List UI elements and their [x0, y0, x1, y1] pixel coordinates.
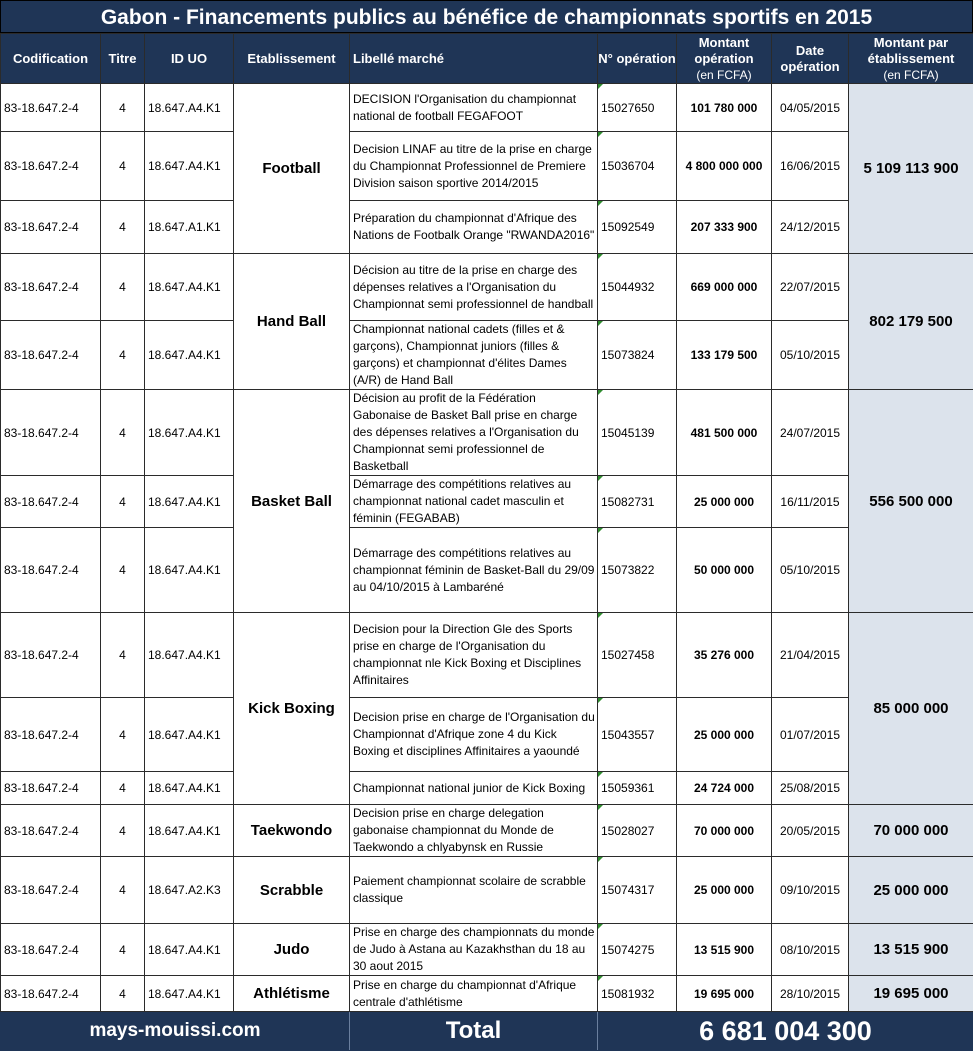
- header-id-uo: ID UO: [145, 34, 234, 84]
- libelle-cell: Préparation du championnat d'Afrique des Nations de Footbalk Orange "RWANDA2016": [350, 201, 598, 254]
- table-row: [1, 528, 973, 613]
- comment-marker-icon: [598, 698, 603, 703]
- comment-marker-icon: [598, 772, 603, 777]
- titre-cell: 4: [101, 924, 145, 976]
- comment-marker-icon: [598, 528, 603, 533]
- libelle-cell: Decision prise en charge de l'Organisation du Championnat d'Afrique zone 4 du Kick Boxing et disciplines Affinitaires a yaoundé: [350, 698, 598, 772]
- operation-cell: [598, 476, 677, 528]
- comment-marker-icon: [598, 390, 603, 395]
- titre-cell: 4: [101, 201, 145, 254]
- date-cell: 24/07/2015: [772, 390, 849, 476]
- id-uo-cell: 18.647.A2.K3: [145, 857, 234, 924]
- etablissement-total-cell: 5 109 113 900: [849, 84, 973, 254]
- codification-cell: 83-18.647.2-4: [1, 613, 101, 698]
- id-uo-cell: 18.647.A4.K1: [145, 528, 234, 613]
- codification-cell: 83-18.647.2-4: [1, 476, 101, 528]
- operation-cell: [598, 924, 677, 976]
- codification-cell: 83-18.647.2-4: [1, 857, 101, 924]
- titre-cell: 4: [101, 390, 145, 476]
- table-row: [1, 613, 973, 698]
- libelle-cell: Championnat national cadets (filles et & garçons), Championnat juniors (filles & garçons) et championnat d'élites Dames (A/R) de Hand Ball: [350, 321, 598, 390]
- titre-cell: 4: [101, 528, 145, 613]
- titre-cell: 4: [101, 84, 145, 132]
- operation-number: 15027650: [601, 101, 654, 115]
- table-row: [1, 84, 973, 132]
- titre-cell: 4: [101, 321, 145, 390]
- codification-cell: 83-18.647.2-4: [1, 201, 101, 254]
- etablissement-total-cell: 70 000 000: [849, 805, 973, 857]
- codification-cell: 83-18.647.2-4: [1, 132, 101, 201]
- id-uo-cell: 18.647.A1.K1: [145, 201, 234, 254]
- libelle-cell: Decision pour la Direction Gle des Sports prise en charge de l'Organisation du championnat nle Kick Boxing et Disciplines Affinitaires: [350, 613, 598, 698]
- operation-cell: [598, 857, 677, 924]
- total-label: Total: [350, 1012, 598, 1051]
- table-row: [1, 390, 973, 476]
- operation-number: 15074275: [601, 943, 654, 957]
- operation-cell: [598, 805, 677, 857]
- date-cell: 25/08/2015: [772, 772, 849, 805]
- table-row: [1, 772, 973, 805]
- id-uo-cell: 18.647.A4.K1: [145, 132, 234, 201]
- operation-cell: [598, 613, 677, 698]
- header-libelle: Libellé marché: [350, 34, 598, 84]
- table-row: [1, 476, 973, 528]
- libelle-cell: Decision LINAF au titre de la prise en charge du Championnat Professionnel de Premiere Division saison sportive 2014/2015: [350, 132, 598, 201]
- comment-marker-icon: [598, 201, 603, 206]
- codification-cell: 83-18.647.2-4: [1, 924, 101, 976]
- operation-number: 15028027: [601, 824, 654, 838]
- montant-cell: 24 724 000: [677, 772, 772, 805]
- footer-row: [1, 1012, 973, 1051]
- codification-cell: 83-18.647.2-4: [1, 84, 101, 132]
- codification-cell: 83-18.647.2-4: [1, 528, 101, 613]
- header-row: [1, 34, 973, 84]
- header-montant-etab-label: Montant par établissement: [849, 35, 973, 67]
- comment-marker-icon: [598, 476, 603, 481]
- table-row: [1, 254, 973, 321]
- operation-number: 15073822: [601, 563, 654, 577]
- date-cell: 22/07/2015: [772, 254, 849, 321]
- header-date: Date opération: [772, 34, 849, 84]
- id-uo-cell: 18.647.A4.K1: [145, 321, 234, 390]
- site-label: mays-mouissi.com: [1, 1012, 350, 1051]
- libelle-cell: Prise en charge des championnats du monde de Judo à Astana au Kazakhsthan du 18 au 30 aout 2015: [350, 924, 598, 976]
- id-uo-cell: 18.647.A4.K1: [145, 390, 234, 476]
- codification-cell: 83-18.647.2-4: [1, 698, 101, 772]
- titre-cell: 4: [101, 857, 145, 924]
- header-montant-label: Montant opération: [677, 35, 771, 67]
- operation-number: 15082731: [601, 495, 654, 509]
- funding-table: [0, 33, 973, 1051]
- montant-cell: 25 000 000: [677, 857, 772, 924]
- header-operation: N° opération: [598, 34, 677, 84]
- montant-cell: 481 500 000: [677, 390, 772, 476]
- codification-cell: 83-18.647.2-4: [1, 772, 101, 805]
- header-etablissement: Etablissement: [234, 34, 350, 84]
- montant-cell: 101 780 000: [677, 84, 772, 132]
- montant-cell: 25 000 000: [677, 698, 772, 772]
- operation-cell: [598, 84, 677, 132]
- etablissement-total-cell: 25 000 000: [849, 857, 973, 924]
- titre-cell: 4: [101, 613, 145, 698]
- operation-number: 15092549: [601, 220, 654, 234]
- etablissement-cell: Judo: [234, 924, 350, 976]
- libelle-cell: Prise en charge du championnat d'Afrique centrale d'athlétisme: [350, 976, 598, 1012]
- titre-cell: 4: [101, 698, 145, 772]
- montant-cell: 19 695 000: [677, 976, 772, 1012]
- date-cell: 05/10/2015: [772, 321, 849, 390]
- operation-number: 15036704: [601, 159, 654, 173]
- operation-number: 15073824: [601, 348, 654, 362]
- date-cell: 20/05/2015: [772, 805, 849, 857]
- id-uo-cell: 18.647.A4.K1: [145, 254, 234, 321]
- id-uo-cell: 18.647.A4.K1: [145, 805, 234, 857]
- header-codification: Codification: [1, 34, 101, 84]
- etablissement-cell: Football: [234, 84, 350, 254]
- header-titre: Titre: [101, 34, 145, 84]
- titre-cell: 4: [101, 805, 145, 857]
- etablissement-cell: Hand Ball: [234, 254, 350, 390]
- table-body: [1, 84, 973, 1012]
- table-row: [1, 805, 973, 857]
- operation-cell: [598, 698, 677, 772]
- montant-cell: 207 333 900: [677, 201, 772, 254]
- etablissement-total-cell: 13 515 900: [849, 924, 973, 976]
- operation-number: 15081932: [601, 987, 654, 1001]
- etablissement-cell: Basket Ball: [234, 390, 350, 613]
- montant-cell: 669 000 000: [677, 254, 772, 321]
- operation-number: 15074317: [601, 883, 654, 897]
- etablissement-cell: Scrabble: [234, 857, 350, 924]
- table-row: [1, 132, 973, 201]
- date-cell: 24/12/2015: [772, 201, 849, 254]
- titre-cell: 4: [101, 772, 145, 805]
- montant-cell: 133 179 500: [677, 321, 772, 390]
- date-cell: 01/07/2015: [772, 698, 849, 772]
- operation-cell: [598, 976, 677, 1012]
- operation-cell: [598, 321, 677, 390]
- date-cell: 16/06/2015: [772, 132, 849, 201]
- operation-cell: [598, 390, 677, 476]
- date-cell: 21/04/2015: [772, 613, 849, 698]
- table-row: [1, 857, 973, 924]
- libelle-cell: DECISION l'Organisation du championnat national de football FEGAFOOT: [350, 84, 598, 132]
- codification-cell: 83-18.647.2-4: [1, 805, 101, 857]
- date-cell: 09/10/2015: [772, 857, 849, 924]
- libelle-cell: Décision au profit de la Fédération Gabonaise de Basket Ball prise en charge des dépenses relatives a l'Organisation du Championnat semi professionnel de Basketball: [350, 390, 598, 476]
- libelle-cell: Démarrage des compétitions relatives au championnat national cadet masculin et féminin (FEGABAB): [350, 476, 598, 528]
- operation-cell: [598, 201, 677, 254]
- operation-number: 15043557: [601, 728, 654, 742]
- table-row: [1, 924, 973, 976]
- id-uo-cell: 18.647.A4.K1: [145, 613, 234, 698]
- operation-number: 15059361: [601, 781, 654, 795]
- codification-cell: 83-18.647.2-4: [1, 390, 101, 476]
- comment-marker-icon: [598, 254, 603, 259]
- operation-cell: [598, 132, 677, 201]
- operation-number: 15045139: [601, 426, 654, 440]
- page-title: Gabon - Financements publics au bénéfice de championnats sportifs en 2015: [0, 0, 973, 33]
- date-cell: 04/05/2015: [772, 84, 849, 132]
- date-cell: 16/11/2015: [772, 476, 849, 528]
- id-uo-cell: 18.647.A4.K1: [145, 976, 234, 1012]
- etablissement-cell: Athlétisme: [234, 976, 350, 1012]
- id-uo-cell: 18.647.A4.K1: [145, 772, 234, 805]
- titre-cell: 4: [101, 254, 145, 321]
- libelle-cell: Decision prise en charge delegation gabonaise championnat du Monde de Taekwondo a chlyabynsk en Russie: [350, 805, 598, 857]
- operation-cell: [598, 772, 677, 805]
- header-montant-etab: [849, 34, 973, 84]
- header-montant-unit: (en FCFA): [677, 67, 771, 83]
- id-uo-cell: 18.647.A4.K1: [145, 84, 234, 132]
- libelle-cell: Paiement championnat scolaire de scrabble classique: [350, 857, 598, 924]
- comment-marker-icon: [598, 857, 603, 862]
- libelle-cell: Décision au titre de la prise en charge des dépenses relatives a l'Organisation du Championnat semi professionnel de handball: [350, 254, 598, 321]
- header-montant: [677, 34, 772, 84]
- montant-cell: 70 000 000: [677, 805, 772, 857]
- comment-marker-icon: [598, 805, 603, 810]
- date-cell: 08/10/2015: [772, 924, 849, 976]
- titre-cell: 4: [101, 476, 145, 528]
- codification-cell: 83-18.647.2-4: [1, 254, 101, 321]
- operation-cell: [598, 528, 677, 613]
- codification-cell: 83-18.647.2-4: [1, 321, 101, 390]
- etablissement-total-cell: 556 500 000: [849, 390, 973, 613]
- id-uo-cell: 18.647.A4.K1: [145, 698, 234, 772]
- operation-cell: [598, 254, 677, 321]
- titre-cell: 4: [101, 976, 145, 1012]
- comment-marker-icon: [598, 613, 603, 618]
- comment-marker-icon: [598, 976, 603, 981]
- date-cell: 28/10/2015: [772, 976, 849, 1012]
- operation-number: 15027458: [601, 648, 654, 662]
- montant-cell: 4 800 000 000: [677, 132, 772, 201]
- montant-cell: 13 515 900: [677, 924, 772, 976]
- libelle-cell: Championnat national junior de Kick Boxing: [350, 772, 598, 805]
- grand-total: 6 681 004 300: [598, 1012, 973, 1051]
- header-montant-etab-unit: (en FCFA): [849, 67, 973, 83]
- table-row: [1, 976, 973, 1012]
- etablissement-total-cell: 19 695 000: [849, 976, 973, 1012]
- etablissement-cell: Kick Boxing: [234, 613, 350, 805]
- table-row: [1, 698, 973, 772]
- comment-marker-icon: [598, 321, 603, 326]
- table-row: [1, 201, 973, 254]
- montant-cell: 50 000 000: [677, 528, 772, 613]
- table-row: [1, 321, 973, 390]
- codification-cell: 83-18.647.2-4: [1, 976, 101, 1012]
- id-uo-cell: 18.647.A4.K1: [145, 476, 234, 528]
- operation-number: 15044932: [601, 280, 654, 294]
- etablissement-total-cell: 85 000 000: [849, 613, 973, 805]
- id-uo-cell: 18.647.A4.K1: [145, 924, 234, 976]
- etablissement-total-cell: 802 179 500: [849, 254, 973, 390]
- comment-marker-icon: [598, 132, 603, 137]
- libelle-cell: Démarrage des compétitions relatives au championnat féminin de Basket-Ball du 29/09 au 04/10/2015 à Lambaréné: [350, 528, 598, 613]
- comment-marker-icon: [598, 924, 603, 929]
- montant-cell: 25 000 000: [677, 476, 772, 528]
- montant-cell: 35 276 000: [677, 613, 772, 698]
- titre-cell: 4: [101, 132, 145, 201]
- date-cell: 05/10/2015: [772, 528, 849, 613]
- etablissement-cell: Taekwondo: [234, 805, 350, 857]
- comment-marker-icon: [598, 84, 603, 89]
